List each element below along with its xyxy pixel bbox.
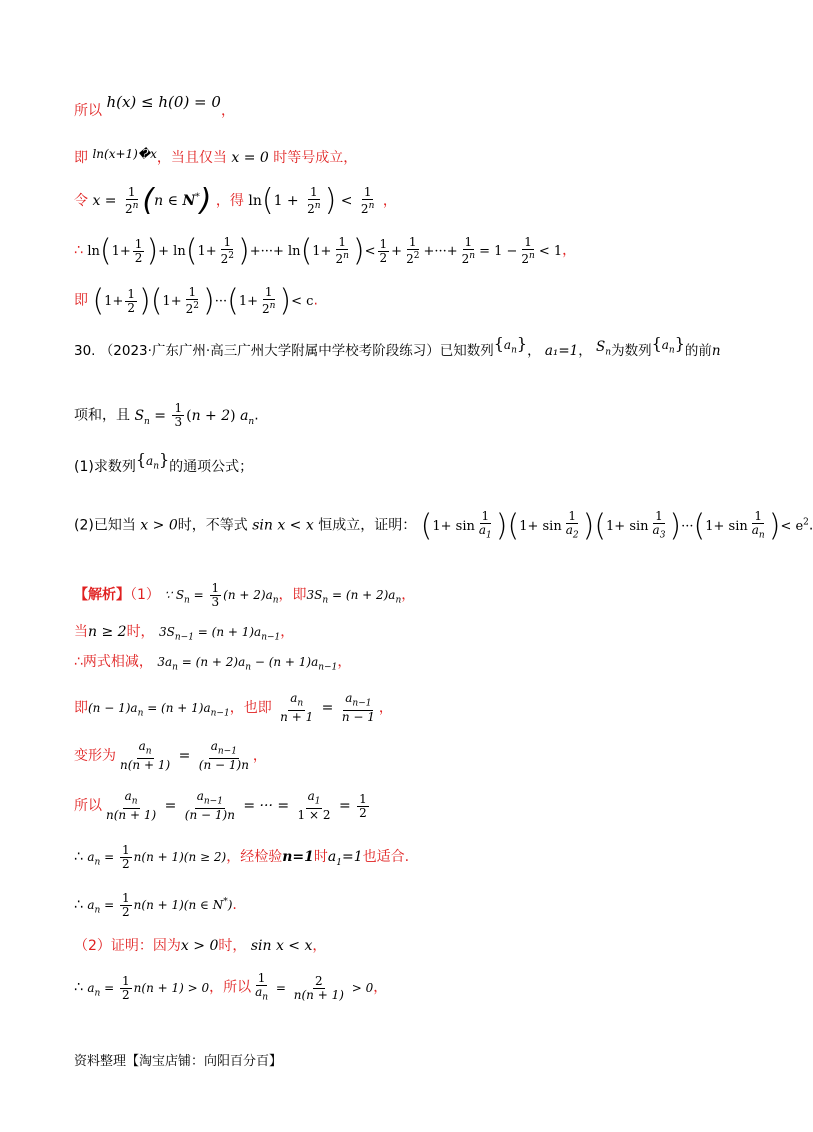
- text: ∴: [74, 897, 83, 913]
- text: 时，: [218, 938, 247, 954]
- line-product: [74, 283, 318, 318]
- math-inline: ln(1+ $\frac{1}{2}$ )+ ln(1+ $\frac{1}{2^2}$ )+···+ ln(1+ $\frac{1}{2^n}$ )< $\frac{1}{2}$ + $\frac{1}{2^2}$ +···+ $\frac{1}{2^n}$ = 1 − $\frac{1}{2^n}$ < 1: [87, 233, 563, 268]
- solution-line-9: [74, 936, 326, 956]
- text: ∴: [74, 849, 83, 865]
- solution-line-7: ∴ $a_n$ = $\frac{1}{2}$ n(n + 1)(n ≥ 2)，经检验n=1时$a_1=1$也适合.: [74, 843, 410, 871]
- text: ，得: [215, 193, 244, 209]
- text: 即: [74, 150, 88, 166]
- math-inline: $a_n$ = $\frac{1}{2}$ n(n + 1) > 0: [87, 973, 210, 1002]
- math-inline: $(n - 1)a_n = (n + 1)a_{n-1}$: [88, 701, 230, 719]
- math-inline: $S_n$ = $\frac{1}{3}$ (n + 2) $a_n$: [134, 401, 255, 429]
- text: .: [254, 407, 259, 424]
- solution-line-1: [74, 582, 415, 610]
- footer-note: 资料整理【淘宝店铺：向阳百分百】: [74, 1054, 283, 1069]
- math-inline: $a_n$ = $\frac{1}{2}$ n(n + 1)(n ≥ 2): [87, 843, 227, 871]
- text: 当: [74, 624, 88, 640]
- analysis-tag: 【解析】: [74, 587, 130, 603]
- math-inline: n: [711, 343, 721, 359]
- math-inline: $\frac{a_n}{n + 1}$ = $\frac{a_{n-1}}{n - 1}$: [280, 691, 375, 725]
- text: ，经检验: [226, 849, 283, 865]
- text: (2)已知当: [74, 517, 136, 534]
- text: 即: [74, 292, 88, 309]
- problem-number: 30.: [74, 343, 96, 359]
- math-inline: $\frac{a_n}{n(n + 1)}$ = $\frac{a_{n-1}}{(n - 1)n}$ = ··· = $\frac{a_1}{1 \times 2}$ = $\frac{1}{2}$: [106, 789, 367, 823]
- text: ，: [378, 700, 393, 717]
- solution-line-2: [74, 622, 294, 647]
- solution-line-4: [74, 692, 393, 724]
- text: ，: [401, 587, 416, 603]
- text: 项和，且: [74, 407, 130, 424]
- math-inline: ln(1 + $\frac{1}{2^n}$ ) < $\frac{1}{2^n}$: [248, 183, 375, 218]
- solution-line-5: [74, 740, 267, 772]
- math-inline: $3a_n = (n + 2)a_n - (n + 1)a_{n-1}$: [157, 655, 338, 673]
- text: 令: [74, 193, 88, 209]
- line-conclusion-h: [74, 93, 235, 121]
- text: 即: [74, 700, 88, 717]
- text: .: [313, 292, 318, 309]
- text: ，: [382, 193, 397, 209]
- text: 的前: [684, 343, 712, 359]
- text: ∴: [74, 242, 83, 259]
- math-inline: $\frac{a_n}{n(n + 1)}$ = $\frac{a_{n-1}}{(n - 1)n}$: [120, 739, 249, 773]
- text: ，: [252, 748, 267, 765]
- text: ，: [578, 343, 592, 359]
- text: 时，: [126, 624, 155, 640]
- math-inline: h(x) ≤ h(0) = 0: [106, 93, 221, 111]
- text: ∴两式相减，: [74, 654, 153, 670]
- text: ，: [280, 624, 295, 640]
- text: ，: [562, 242, 577, 259]
- text: ，: [527, 343, 541, 359]
- text: ，: [337, 654, 352, 670]
- math-inline: x > 0: [180, 938, 219, 954]
- text: 所以: [74, 103, 102, 119]
- math-inline: ln(x+1)�x: [92, 147, 157, 161]
- question-1: (1)求数列$\{a_n\}$的通项公式；: [74, 450, 254, 475]
- solution-line-3: [74, 652, 351, 677]
- text: 为数列: [611, 343, 652, 359]
- math-inline: $3S_n = (n + 2)a_n$: [306, 588, 402, 606]
- text: ，: [312, 938, 327, 954]
- math-inline: a₁=1: [544, 343, 579, 359]
- line-sum: [74, 233, 577, 268]
- text: .: [232, 897, 237, 913]
- text: 恒成立，证明：: [318, 517, 417, 534]
- text: ，所以: [209, 979, 252, 996]
- math-inline: (1+ $\frac{1}{2}$ )(1+ $\frac{1}{2^2}$ )···(1+ $\frac{1}{2^n}$ )< c: [92, 283, 314, 318]
- text: ∴: [74, 979, 83, 996]
- solution-line-6: [74, 790, 371, 822]
- problem-30-stem: 30. （2023·广东广州·高三广州大学附属中学校考阶段练习）已知数列$\{a_n\}$， a₁=1， $S_n$为数列$\{a_n\}$的前n: [74, 334, 721, 359]
- math-inline: n ≥ 2: [88, 624, 127, 640]
- problem-source: （2023·广东广州·高三广州大学附属中学校考阶段练习）已知数列: [99, 343, 494, 359]
- text: 时等号成立，: [273, 150, 358, 166]
- text: 的通项公式；: [169, 459, 254, 475]
- solution-line-10: [74, 972, 387, 1004]
- solution-line-8: [74, 892, 237, 920]
- math-inline: x = 0: [231, 150, 269, 166]
- line-ln-ineq: [74, 148, 357, 168]
- math-inline: $3S_{n-1} = (n + 1)a_{n-1}$: [159, 625, 281, 643]
- text: （2）证明：因为: [74, 938, 181, 954]
- math-inline: (1+ sin $\frac{1}{a_1}$ )(1+ sin $\frac{1}{a_2}$ )(1+ sin $\frac{1}{a_3}$ )···(1+ sin $\frac{1}{a_n}$ )< $e^2$: [420, 508, 809, 544]
- question-2: [74, 510, 813, 542]
- text: ，即: [278, 587, 307, 603]
- math-inline: ∵ $S_n$ = $\frac{1}{3}$ $(n + 2)a_n$: [164, 581, 279, 609]
- text: 变形为: [74, 748, 116, 765]
- math-inline: $a_n$ = $\frac{1}{2}$ n(n + 1)(n ∈ N*): [87, 891, 233, 919]
- text: ，: [220, 103, 235, 119]
- math-inline: $\frac{1}{a_n}$ = $\frac{2}{n(n + 1)}$ > 0: [255, 971, 374, 1003]
- math-inline: sin x < x: [252, 517, 314, 534]
- text: (1)求数列: [74, 459, 136, 475]
- text: ，: [373, 979, 388, 996]
- text: .: [808, 517, 813, 534]
- problem-30-stem-2: [74, 402, 259, 431]
- text: 也适合.: [362, 849, 410, 865]
- text: 时，不等式: [177, 517, 248, 534]
- math-inline: x = $\frac{1}{2^n}$ (n ∈ N*): [92, 183, 212, 218]
- text: ，也即: [229, 700, 272, 717]
- math-inline: n=1: [282, 849, 314, 865]
- text: （1）: [130, 587, 160, 603]
- text: 所以: [74, 798, 102, 815]
- text: 时: [313, 849, 328, 865]
- line-substitute: [74, 183, 397, 218]
- math-inline: x > 0: [140, 517, 178, 534]
- math-inline: sin x < x: [250, 938, 313, 954]
- text: ，当且仅当: [156, 150, 227, 166]
